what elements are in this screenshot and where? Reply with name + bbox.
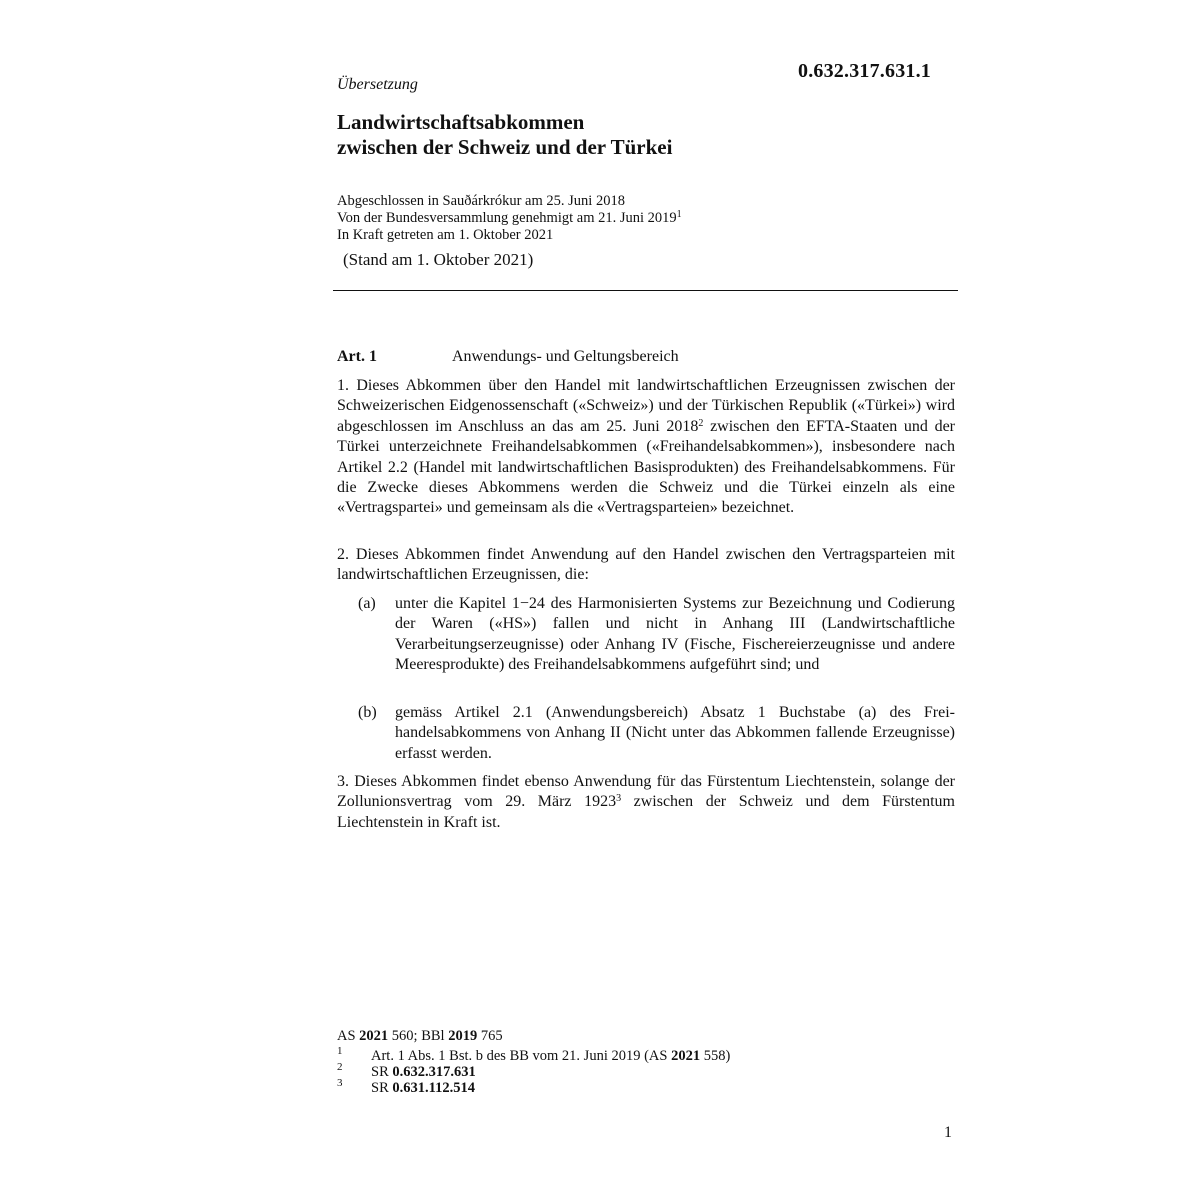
- footnote-1-year: 2021: [671, 1048, 701, 1064]
- status-date: (Stand am 1. Oktober 2021): [343, 250, 534, 269]
- footnote-2-ref: 0.632.317.631: [392, 1064, 476, 1080]
- meta-approved: [337, 210, 682, 227]
- document-title: [337, 110, 672, 160]
- paragraph-2: 2. Dieses Abkommen findet Anwendung auf den Handel zwischen den Vertragsparteien mit landwirtschaftlichen Erzeugnissen, die:: [337, 546, 955, 584]
- header-rule: [333, 290, 958, 291]
- as-year: 2021: [359, 1028, 389, 1044]
- footnote-ref: 1: [676, 209, 682, 220]
- paragraph-3: [337, 772, 955, 833]
- item-a-label: (a): [358, 595, 376, 612]
- as-mid: 560; BBl: [388, 1028, 449, 1044]
- page-number: 1: [944, 1124, 952, 1141]
- footnote-2-number: 2: [337, 1061, 343, 1073]
- publication-reference: [337, 1028, 503, 1044]
- footnote-2-text: [371, 1064, 476, 1080]
- paragraph-1-text-b: zwischen den EFTA-Staaten und der Türkei unterzeichnete Freihandelsabkommen («Freihandelsabkommen»), insbesondere nach Artikel 2.2 (Handel mit landwirtschaftlichen Basisprodukten) des Freihandelsabkommens. Für die Zwecke dieses Abkommens werden die Schweiz und die Türkei einzeln als eine «Vertragspartei» und gemeinsam als die «Vertragsparteien» bezeichnet.: [337, 417, 956, 517]
- footnote-3-text: [371, 1080, 475, 1096]
- footnote-3-prefix: SR: [371, 1080, 393, 1096]
- footnote-3-ref: 0.631.112.514: [392, 1080, 475, 1096]
- meta-in-force: In Kraft getreten am 1. Oktober 2021: [337, 227, 554, 243]
- paragraph-3-text-a: 3. Dieses Abkommen findet ebenso Anwendung für das Fürstentum Liechtenstein, solange der Zollunionsvertrag vom 29. März 1923: [337, 773, 955, 811]
- meta-concluded: Abgeschlossen in Sauðárkrókur am 25. Juni 2018: [337, 193, 625, 209]
- translation-label: Übersetzung: [337, 76, 418, 93]
- paragraph-1-text-a: 1. Dieses Abkommen über den Handel mit landwirtschaftlichen Erzeugnissen zwischen der Schweizerischen Eidgenossenschaft («Schweiz») und der Türkischen Republik («Türkei») wird abgeschlossen im Anschluss an das am 25. Juni 2018: [337, 377, 955, 435]
- footnote-1-text: [371, 1048, 730, 1064]
- paragraph-1: [337, 376, 955, 519]
- footnote-1-number: 1: [337, 1045, 343, 1057]
- bbl-year: 2019: [448, 1028, 478, 1044]
- footnote-3-number: 3: [337, 1077, 343, 1089]
- item-b-label: (b): [358, 704, 377, 721]
- as-prefix: AS: [337, 1028, 360, 1044]
- meta-approved-text: Von der Bundesversammlung genehmigt am 21. Juni 2019: [337, 210, 677, 226]
- title-line-1: Landwirtschaftsabkommen: [337, 110, 585, 134]
- article-title: Anwendungs- und Geltungsbereich: [452, 348, 679, 365]
- footnote-1-text-a: Art. 1 Abs. 1 Bst. b des BB vom 21. Juni 2019 (AS: [371, 1048, 672, 1064]
- footnote-ref: 3: [616, 793, 622, 805]
- item-a-text: unter die Kapitel 1−24 des Harmonisierten Systems zur Bezeichnung und Codierung der Waren («HS») fallen und nicht in Anhang III (Landwirtschaftliche Verarbeitungserzeugnisse) oder Anhang IV (Fische, Fischereierzeugnisse und andere Meeresprodukte) des Freihandelsabkommens aufgeführt sind; und: [395, 595, 955, 674]
- article-number: Art. 1: [337, 348, 377, 365]
- footnote-2-prefix: SR: [371, 1064, 393, 1080]
- footnote-1-text-b: 558): [700, 1048, 731, 1064]
- title-line-2: zwischen der Schweiz und der Türkei: [337, 135, 673, 159]
- item-b-text: gemäss Artikel 2.1 (Anwendungsbereich) Absatz 1 Buchstabe (a) des Freihandelsabkommens von Anhang II (Nicht unter das Abkommen fallende Erzeugnisse) erfasst werden.: [395, 704, 955, 762]
- sr-number: 0.632.317.631.1: [798, 60, 931, 82]
- footnote-ref: 2: [698, 417, 704, 429]
- paragraph-3-text-b: zwischen der Schweiz und dem Fürstentum Liechtenstein in Kraft ist.: [337, 793, 955, 831]
- bbl-page: 765: [477, 1028, 503, 1044]
- document-meta: [337, 193, 682, 244]
